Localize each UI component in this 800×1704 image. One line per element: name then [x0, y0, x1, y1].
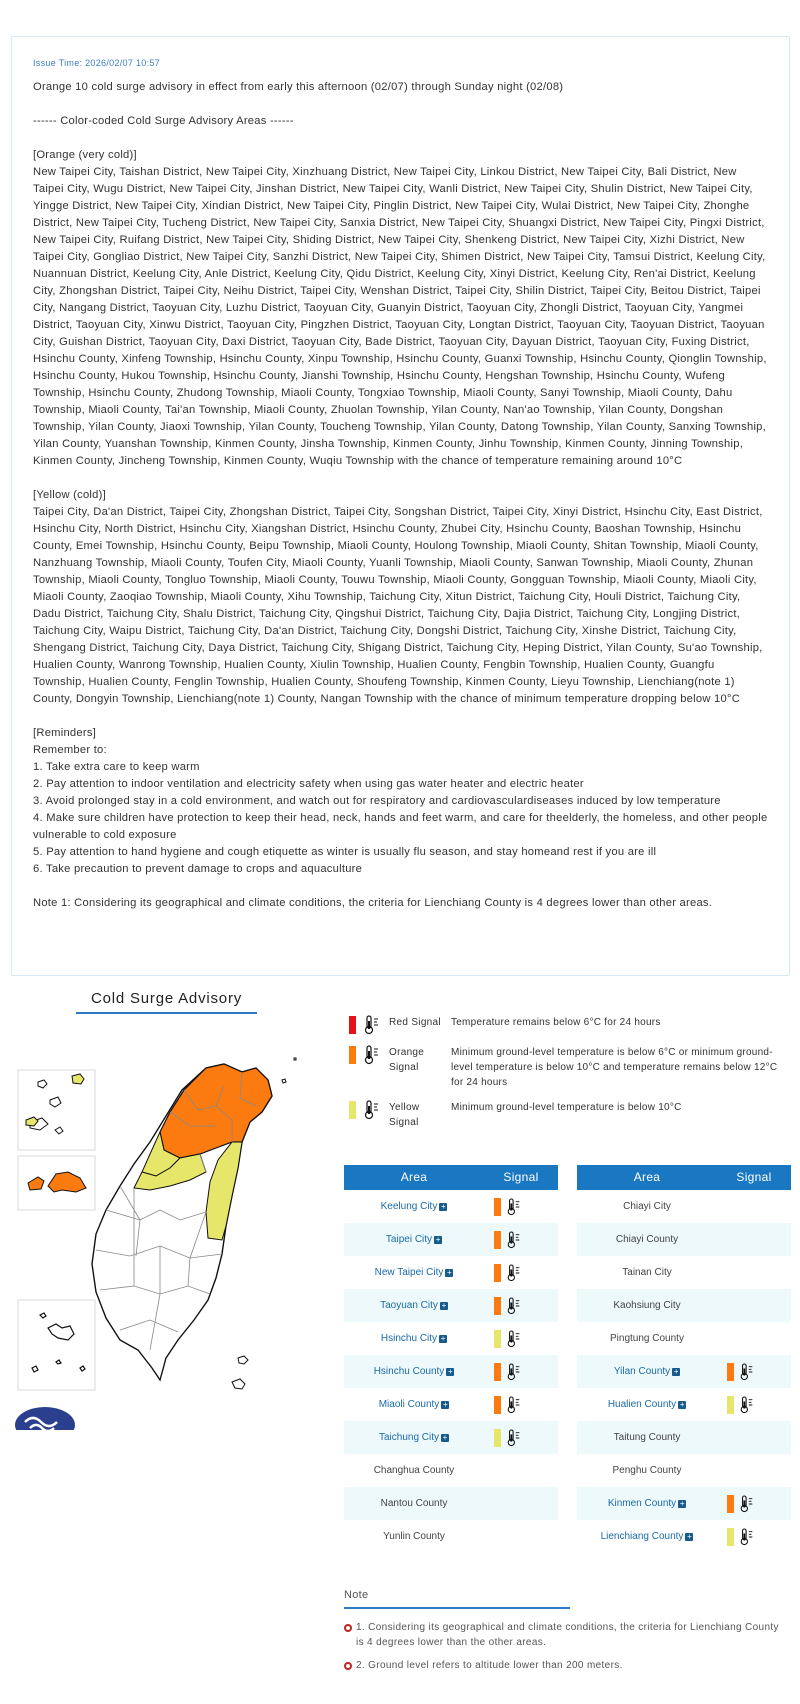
area-name-text: Chiayi City [623, 1201, 671, 1212]
thermometer-icon [363, 1045, 381, 1065]
matsu-inset-frame [18, 1300, 95, 1390]
expand-plus-icon[interactable]: + [679, 1400, 685, 1409]
area-name-text[interactable]: Yilan County [613, 1366, 671, 1377]
area-name-text[interactable]: Hsinchu County [373, 1366, 445, 1377]
area-name [577, 1465, 717, 1476]
signal-cell [484, 1362, 558, 1382]
table-row [344, 1421, 558, 1454]
area-name[interactable] [577, 1366, 717, 1377]
legend-yellow-desc: Minimum ground-level temperature is below 10°C [451, 1102, 682, 1113]
area-name[interactable] [344, 1333, 484, 1344]
bullet-icon [344, 1662, 352, 1670]
yellow-areas-text: Taipei City, Da'an District, Taipei City, Zhongshan District, Taipei City, Songshan District, Taipei City, Xinyi District, Hsinchu City, East District, Hsinchu City, North District, Hsinchu City, Xiangshan District, Hsinchu County, Zhubei City, Hsinchu County, Baoshan Township, Hsinchu County, Emei Township, Hsinchu County, Beipu Township, Miaoli County, Houlong Township, Miaoli County, Shitan Township, Miaoli County, Nanzhuang Township, Miaoli County, Toufen City, Miaoli County, Yuanli Township, Miaoli County, Sanwan Township, Miaoli County, Zhunan Township, Miaoli County, Tongluo Township, Miaoli County, Touwu Township, Miaoli County, Gongguan Township, Miaoli County, Miaoli City, Miaoli County, Zaoqiao Township, Miaoli County, Xihu Township, Taichung City, Xitun District, Taichung City, Houli District, Taichung City, Dadu District, Taichung City, Shalu District, Taichung City, Qingshui District, Taichung City, Dajia District, Taichung City, Longjing District, Taichung City, Waipu District, Taichung City, Da'an District, Taichung City, Dongshi District, Taichung City, Xinshe District, Taichung City, Shengang District, Taichung City, Daya District, Taichung City, Shigang District, Taichung City, Heping District, Yilan County, Su'ao Township, Hualien County, Wanrong Township, Hualien County, Xiulin Township, Hualien County, Fengbin Township, Hualien County, Guangfu Township, Hualien County, Fenglin Township, Hualien County, Shoufeng Township, Kinmen County, Lieyu Township, Lienchiang(note 1) County, Dongyin Township, Lienchiang(note 1) County, Nangan Township with the chance of minimum temperature dropping below 10°C [33, 506, 763, 705]
area-name [577, 1234, 717, 1245]
area-name[interactable] [344, 1399, 484, 1410]
legend-orange [349, 1045, 789, 1090]
legend-orange-name: Orange Signal [389, 1047, 425, 1073]
thermometer-icon [739, 1362, 755, 1382]
signal-swatch-yellow [494, 1330, 501, 1348]
orchid-island [232, 1379, 245, 1389]
area-name[interactable] [344, 1234, 484, 1245]
expand-plus-icon[interactable]: + [679, 1499, 685, 1508]
orange-region-north [160, 1064, 272, 1158]
area-name-text[interactable]: Keelung City [380, 1201, 438, 1212]
table-row [577, 1520, 791, 1553]
table-row [344, 1223, 558, 1256]
area-name [344, 1531, 484, 1542]
thermometer-icon [363, 1100, 381, 1120]
northern-islet [282, 1058, 296, 1083]
area-name-text[interactable]: Taipei City [385, 1234, 433, 1245]
bulletin-headline: Orange 10 cold surge advisory in effect from early this afternoon (02/07) through Sunday night (02/08) [33, 81, 564, 93]
legend-swatch-red [349, 1016, 356, 1034]
table-row [577, 1223, 791, 1256]
note-list [344, 1620, 784, 1681]
area-name-text[interactable]: Lienchiang County [600, 1531, 684, 1542]
thermometer-icon [739, 1494, 755, 1514]
thermometer-icon [506, 1263, 522, 1283]
bullet-icon [344, 1624, 352, 1632]
expand-plus-icon[interactable]: + [440, 1334, 446, 1343]
green-island [238, 1356, 248, 1364]
note-item-text: 2. Ground level refers to altitude lower than 200 meters. [356, 1660, 623, 1671]
legend-red-name: Red Signal [389, 1017, 441, 1028]
legend-yellow [349, 1100, 789, 1130]
table-row [577, 1322, 791, 1355]
area-name-text[interactable]: Hsinchu City [380, 1333, 438, 1344]
reminder-item: 3. Avoid prolonged stay in a cold environment, and watch out for respiratory and cardiovasculardiseases induced by low temperature [33, 795, 721, 807]
orange-areas-text: New Taipei City, Taishan District, New Taipei City, Xinzhuang District, New Taipei City, Linkou District, New Taipei City, Bali District, New Taipei City, Wugu District, New Taipei City, Jinshan District, New Taipei City, Wanli District, New Taipei City, Shulin District, New Taipei City, Yingge District, New Taipei City, Xindian District, New Taipei City, Pinglin District, New Taipei City, Wulai District, New Taipei City, Zhonghe District, New Taipei City, Tucheng District, New Taipei City, Sanxia District, New Taipei City, Shuangxi District, New Taipei City, Pingxi District, New Taipei City, Ruifang District, New Taipei City, Shiding District, New Taipei City, Shenkeng District, New Taipei City, Xizhi District, New Taipei City, Gongliao District, New Taipei City, Sanzhi District, New Taipei City, Shimen District, New Taipei City, Tamsui District, Keelung City, Nuannuan District, Keelung City, Anle District, Keelung City, Qidu District, Keelung City, Xinyi District, Keelung City, Ren'ai District, Keelung City, Zhongshan District, Taipei City, Neihu District, Taipei City, Wenshan District, Taipei City, Shilin District, Taipei City, Beitou District, Taipei City, Nangang District, Taoyuan City, Luzhu District, Taoyuan City, Guanyin District, Taoyuan City, Zhongli District, Taoyuan City, Yangmei District, Taoyuan City, Xinwu District, Taoyuan City, Pingzhen District, Taoyuan City, Longtan District, Taoyuan City, Taoyuan District, Taoyuan City, Guishan District, Taoyuan City, Daxi District, Taoyuan City, Bade District, Taoyuan City, Dayuan District, Taoyuan City, Fuxing District, Hsinchu County, Xinfeng Township, Hsinchu County, Xinpu Township, Hsinchu County, Guanxi Township, Hsinchu County, Qionglin Township, Hsinchu County, Hukou Township, Hsinchu County, Jianshi Township, Hsinchu County, Hengshan Township, Hsinchu County, Wufeng Township, Hsinchu County, Zhudong Township, Miaoli County, Tongxiao Township, Miaoli County, Sanyi Township, Miaoli County, Dahu Township, Miaoli County, Tai'an Township, Miaoli County, Zhuolan Township, Yilan County, Nan'ao Township, Yilan County, Dongshan Township, Yilan County, Jiaoxi Township, Yilan County, Toucheng Township, Yilan County, Datong Township, Yilan County, Sanxing Township, Yilan County, Yuanshan Township, Kinmen County, Jinsha Township, Kinmen County, Jinhu Township, Kinmen County, Jinning Township, Kinmen County, Jincheng Township, Kinmen County, Wuqiu Township with the chance of temperature remaining around 10°C [33, 166, 767, 467]
area-name[interactable] [344, 1267, 484, 1278]
signal-cell [484, 1230, 558, 1250]
signal-cell [717, 1395, 791, 1415]
signal-column-header: Signal [503, 1170, 539, 1184]
legend-swatch-yellow [349, 1101, 356, 1119]
expand-plus-icon[interactable]: + [673, 1367, 679, 1376]
table-row [344, 1388, 558, 1421]
thermometer-icon [739, 1527, 755, 1547]
note-item [344, 1620, 784, 1650]
map-title: Cold Surge Advisory [76, 990, 257, 1014]
area-name-text: Nantou County [380, 1498, 448, 1509]
signal-swatch-orange [494, 1297, 501, 1315]
legend-red [349, 1015, 789, 1035]
legend-orange-desc: Minimum ground-level temperature is below 6°C or minimum ground-level temperature is below 10°C and temperature remains below 12°C for 24 hours [451, 1047, 778, 1088]
area-name [577, 1432, 717, 1443]
area-name-text[interactable]: Taichung City [378, 1432, 440, 1443]
expand-plus-icon[interactable]: + [442, 1433, 448, 1442]
legend-swatch-orange [349, 1046, 356, 1064]
area-name-text[interactable]: Taoyuan City [380, 1300, 438, 1311]
signal-swatch-orange [494, 1198, 501, 1216]
remember-to: Remember to: [33, 744, 107, 756]
table-row [344, 1520, 558, 1553]
area-name-text[interactable]: Kinmen County [607, 1498, 677, 1509]
area-name [577, 1267, 717, 1278]
expand-plus-icon[interactable]: + [687, 1532, 692, 1541]
area-name [577, 1333, 717, 1344]
taiwan-advisory-map [10, 1050, 330, 1430]
signal-cell [484, 1329, 558, 1349]
area-name-text: Taitung County [613, 1432, 681, 1443]
bulletin-body [33, 79, 768, 912]
expand-plus-icon[interactable]: + [447, 1367, 453, 1376]
expand-plus-icon[interactable]: + [441, 1202, 446, 1211]
area-name-text: Tainan City [622, 1267, 672, 1278]
signal-swatch-orange [494, 1363, 501, 1381]
note-item-text: 1. Considering its geographical and climate conditions, the criteria for Lienchiang County is 4 degrees lower than the other areas. [356, 1622, 779, 1648]
thermometer-icon [506, 1329, 522, 1349]
advisory-bulletin [11, 36, 790, 976]
area-name-text: Penghu County [612, 1465, 682, 1476]
reminder-item: 6. Take precaution to prevent damage to crops and aquaculture [33, 863, 363, 875]
table-row [577, 1256, 791, 1289]
table-row [344, 1487, 558, 1520]
expand-plus-icon[interactable]: + [447, 1268, 452, 1277]
thermometer-icon [506, 1296, 522, 1316]
table-row [344, 1289, 558, 1322]
table-row [344, 1355, 558, 1388]
area-name[interactable] [344, 1366, 484, 1377]
signal-cell [484, 1296, 558, 1316]
table-body [344, 1190, 558, 1553]
area-name [577, 1300, 717, 1311]
table-row [577, 1289, 791, 1322]
signal-swatch-orange [494, 1231, 501, 1249]
penghu-inset-frame [18, 1070, 95, 1150]
area-name-text: Chiayi County [615, 1234, 679, 1245]
yellow-heading: [Yellow (cold)] [33, 489, 106, 501]
signal-swatch-orange [727, 1495, 734, 1513]
signal-swatch-yellow [494, 1429, 501, 1447]
table-row [577, 1454, 791, 1487]
area-name[interactable] [344, 1432, 484, 1443]
reminder-item: 4. Make sure children have protection to keep their head, neck, hands and feet warm, and care for theelderly, the homeless, and other people vulnerable to cold exposure [33, 812, 768, 841]
note-title: Note [344, 1589, 369, 1601]
signal-cell [717, 1362, 791, 1382]
signal-legend [349, 1015, 789, 1140]
area-column-header: Area [633, 1170, 661, 1184]
area-table-left [344, 1165, 558, 1553]
cwa-logo [15, 1407, 75, 1430]
thermometer-icon [739, 1395, 755, 1415]
expand-plus-icon[interactable]: + [442, 1400, 448, 1409]
orange-heading: [Orange (very cold)] [33, 149, 137, 161]
area-name-text: Pingtung County [610, 1333, 684, 1344]
thermometer-icon [506, 1197, 522, 1217]
area-name[interactable] [577, 1531, 717, 1542]
table-row [344, 1322, 558, 1355]
area-name-text: Yunlin County [383, 1531, 445, 1542]
reminders-heading: [Reminders] [33, 727, 97, 739]
expand-plus-icon[interactable]: + [441, 1301, 447, 1310]
legend-red-desc: Temperature remains below 6°C for 24 hours [451, 1017, 661, 1028]
area-name-text[interactable]: Hualien County [607, 1399, 677, 1410]
area-name[interactable] [344, 1300, 484, 1311]
signal-cell [484, 1197, 558, 1217]
area-table-right [577, 1165, 791, 1553]
signal-swatch-yellow [727, 1396, 734, 1414]
signal-column-header: Signal [736, 1170, 772, 1184]
area-name [344, 1498, 484, 1509]
area-column-header: Area [400, 1170, 428, 1184]
table-row [344, 1256, 558, 1289]
thermometer-icon [506, 1428, 522, 1448]
thermometer-icon [506, 1230, 522, 1250]
reminder-item: 1. Take extra care to keep warm [33, 761, 200, 773]
area-name[interactable] [344, 1201, 484, 1212]
table-header [577, 1165, 791, 1190]
area-name-text[interactable]: Miaoli County [378, 1399, 440, 1410]
issue-time: Issue Time: 2026/02/07 10:57 [33, 58, 160, 68]
table-row [577, 1487, 791, 1520]
note-1: Note 1: Considering its geographical and climate conditions, the criteria for Lienchiang County is 4 degrees lower than other areas. [33, 897, 713, 909]
area-name-text[interactable]: New Taipei City [374, 1267, 444, 1278]
note-item [344, 1658, 784, 1673]
note-underline [344, 1607, 570, 1609]
reminder-item: 5. Pay attention to hand hygiene and cough etiquette as winter is usually flu season, and stay homeand rest if you are ill [33, 846, 657, 858]
thermometer-icon [506, 1395, 522, 1415]
signal-swatch-orange [494, 1396, 501, 1414]
signal-swatch-orange [727, 1363, 734, 1381]
signal-cell [484, 1395, 558, 1415]
table-row [577, 1190, 791, 1223]
area-name-text: Kaohsiung City [613, 1300, 681, 1311]
reminder-item: 2. Pay attention to indoor ventilation and electricity safety when using gas water heater and electric heater [33, 778, 584, 790]
areas-heading: ------ Color-coded Cold Surge Advisory Areas ------ [33, 115, 294, 127]
table-row [344, 1454, 558, 1487]
thermometer-icon [363, 1015, 381, 1035]
signal-cell [484, 1428, 558, 1448]
table-row [577, 1388, 791, 1421]
area-name[interactable] [577, 1399, 717, 1410]
area-name [344, 1465, 484, 1476]
signal-cell [717, 1527, 791, 1547]
table-row [577, 1421, 791, 1454]
signal-cell [484, 1263, 558, 1283]
area-name[interactable] [577, 1498, 717, 1509]
table-header [344, 1165, 558, 1190]
expand-plus-icon[interactable]: + [435, 1235, 441, 1244]
thermometer-icon [506, 1362, 522, 1382]
legend-yellow-name: Yellow Signal [389, 1102, 420, 1128]
table-body [577, 1190, 791, 1553]
table-row [344, 1190, 558, 1223]
signal-cell [717, 1494, 791, 1514]
signal-swatch-yellow [727, 1528, 734, 1546]
area-name-text: Changhua County [373, 1465, 455, 1476]
signal-swatch-orange [494, 1264, 501, 1282]
table-row [577, 1355, 791, 1388]
area-name [577, 1201, 717, 1212]
